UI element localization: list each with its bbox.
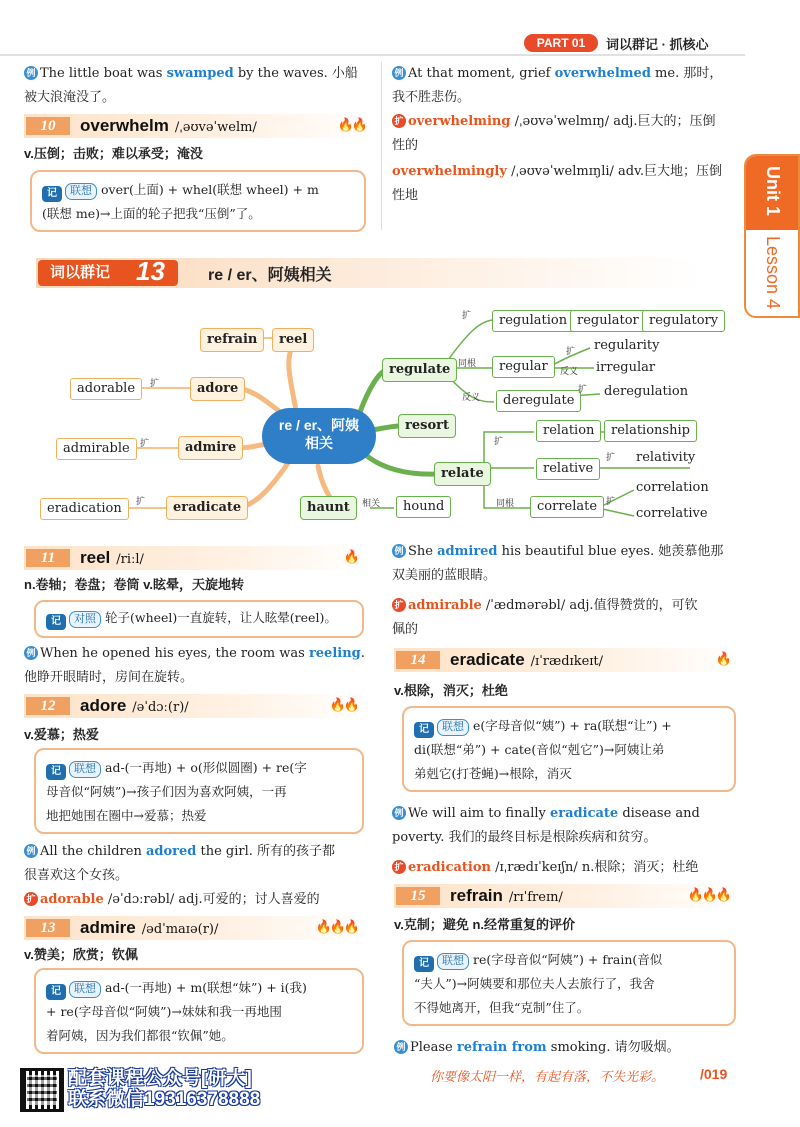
memory-tag: 联想 — [69, 981, 101, 998]
memory-logo-icon: 记 — [46, 984, 66, 1000]
watermark — [68, 1068, 260, 1110]
memory-tag: 对照 — [69, 611, 101, 628]
tag-kuo-relate: 扩 — [494, 436, 504, 446]
leaf-regularity: regularity — [594, 338, 660, 353]
example-refrain-from: 例 Please refrain from smoking. 请勿吸烟。 — [394, 1036, 740, 1060]
group-label: 词以群记 — [50, 264, 111, 281]
center-line-1: re / er、阿姨 — [278, 417, 360, 433]
headword: overwhelm — [80, 116, 169, 135]
leaf-correlation: correlation — [636, 480, 709, 495]
memory-logo-icon: 记 — [42, 186, 62, 202]
tag-kuo-admire: 扩 — [140, 438, 150, 448]
memory-tag: 联想 — [437, 953, 469, 970]
headword: eradicate — [450, 650, 525, 669]
watermark-line-1: 配套课程公众号[研大] — [68, 1068, 252, 1089]
part-badge: PART 01 — [524, 34, 598, 52]
headword: admire — [80, 918, 136, 937]
mind-map-center — [262, 408, 376, 464]
leaf-admirable: admirable — [56, 438, 137, 460]
tag-kuo-adore: 扩 — [150, 378, 160, 388]
tag-kuo-eradicate: 扩 — [136, 496, 146, 506]
leaf-regulation: regulation — [492, 310, 574, 332]
node-regulate: regulate — [382, 358, 457, 382]
example-eradicate: 例 We will aim to finally eradicate disease and poverty. 我们的最终目标是根除疾病和贫穷。 — [392, 806, 700, 845]
expand-icon: 扩 — [392, 598, 406, 612]
tag-fanyi-deregulate: 反义 — [462, 392, 481, 402]
headword: refrain — [450, 886, 503, 905]
definition-refrain: v.克制；避免 n.经常重复的评价 — [394, 917, 576, 932]
memory-logo-icon: 记 — [46, 764, 66, 780]
derivative-overwhelming: 扩 overwhelming /ˌəʊvəˈwelmɪŋ/ adj.巨大的；压倒 性的 — [392, 114, 716, 153]
memory-tag: 联想 — [437, 719, 469, 736]
leaf-deregulation: deregulation — [604, 384, 689, 399]
tag-xiangguan: 相关 — [362, 498, 381, 508]
word-number: 14 — [396, 651, 440, 669]
leaf-adorable: adorable — [70, 378, 142, 400]
qr-code-icon — [20, 1068, 64, 1112]
leaf-eradication: eradication — [40, 498, 129, 520]
memory-box-overwhelm: 记 联想 over(上面) + whel(联想 wheel) + m (联想 me)→上面的轮子把我“压倒”了。 — [30, 170, 366, 232]
phonetic: /ˌəʊvəˈwelm/ — [174, 120, 257, 135]
example-admired: 例 She admired his beautiful blue eyes. 她羡慕他那 双美丽的蓝眼睛。 — [392, 544, 724, 583]
word-bar-adore — [24, 694, 366, 718]
node-adore: adore — [190, 377, 245, 401]
node-reel: reel — [272, 328, 314, 352]
example-icon: 例 — [24, 646, 38, 660]
memory-tag: 联想 — [69, 761, 101, 778]
phonetic: /riːl/ — [116, 552, 144, 567]
leaf-regular: regular — [492, 356, 555, 378]
tag-kuo-relative: 扩 — [606, 452, 616, 462]
mind-map — [0, 290, 744, 530]
word-number: 13 — [26, 919, 70, 937]
leaf-correlative: correlative — [636, 506, 708, 521]
word-bar-refrain — [394, 884, 738, 908]
leaf-correlate: correlate — [530, 496, 604, 518]
memory-logo-icon: 记 — [46, 614, 66, 630]
example-icon: 例 — [394, 1040, 408, 1054]
derivative-eradication: 扩 eradication /ɪˌrædɪˈkeɪʃn/ n.根除；消灭；杜绝 — [392, 856, 738, 880]
phonetic: /əˈdɔː(r)/ — [132, 700, 189, 715]
group-badge — [38, 256, 178, 286]
phonetic: /rɪˈfreɪn/ — [508, 890, 563, 905]
difficulty-flames-icon: 🔥🔥🔥 — [687, 888, 730, 903]
tag-tonggen-regular: 同根 — [458, 358, 477, 368]
difficulty-flames-icon: 🔥🔥🔥 — [315, 920, 358, 935]
footer-slogan: 你要像太阳一样，有起有落，不失光彩。 — [430, 1070, 665, 1085]
page-number: /019 — [700, 1066, 728, 1082]
node-admire: admire — [178, 436, 243, 460]
memory-box-reel: 记 对照 轮子(wheel)一直旋转，让人眩晕(reel)。 — [34, 600, 364, 638]
definition-admire: v.赞美；欣赏；钦佩 — [24, 947, 138, 962]
derivative-overwhelmingly: overwhelmingly /ˌəʊvəˈwelmɪŋli/ adv.巨大地；压倒 性地 — [392, 164, 723, 203]
example-swamped: 例 The little boat was swamped by the waves. 小船 被大浪淹没了。 — [24, 66, 358, 105]
difficulty-flames-icon: 🔥 — [343, 550, 358, 565]
word-bar-admire — [24, 916, 366, 940]
difficulty-flames-icon: 🔥 — [715, 652, 730, 667]
word-bar-overwhelm — [24, 114, 374, 138]
leaf-deregulate: deregulate — [496, 390, 581, 412]
expand-icon: 扩 — [392, 114, 406, 128]
example-reeling: 例 When he opened his eyes, the room was reeling. 他睁开眼睛时，房间在旋转。 — [24, 646, 365, 685]
derivative-adorable: 扩 adorable /əˈdɔːrəbl/ adj.可爱的；讨人喜爱的 — [24, 888, 370, 912]
memory-box-adore: 记 联想 ad-(一再地) + o(形似圆圈) + re(字 母音似“阿姨”)→孩子们因为喜欢阿姨，一再 地把她围在圈中→爱慕；热爱 — [34, 748, 364, 834]
expand-icon: 扩 — [24, 892, 38, 906]
node-resort: resort — [398, 414, 456, 438]
derivative-admirable: 扩 admirable /ˈædmərəbl/ adj.值得赞赏的，可钦 佩的 — [392, 598, 698, 637]
header-title: 词以群记 · 抓核心 — [606, 37, 709, 52]
tag-kuo-correlate: 扩 — [606, 496, 616, 506]
word-number: 12 — [26, 697, 70, 715]
memory-logo-icon: 记 — [414, 956, 434, 972]
unit-side-tab — [744, 154, 800, 318]
example-icon: 例 — [392, 544, 406, 558]
word-bar-eradicate — [394, 648, 738, 672]
memory-box-eradicate: 记 联想 e(字母音似“姨”) + ra(联想“让”) + di(联想“弟”) + cate(音似“剋它”)→阿姨让弟 弟剋它(打苍蝇)→根除，消灭 — [402, 706, 736, 792]
memory-box-refrain: 记 联想 re(字母音似“阿姨”) + frain(音似 “夫人”)→阿姨要和那位夫人去旅行了，我舍 不得她离开，但我“克制”住了。 — [402, 940, 736, 1026]
example-icon: 例 — [24, 66, 38, 80]
definition-overwhelm: v.压倒；击败；难以承受；淹没 — [24, 146, 203, 161]
example-icon: 例 — [392, 66, 406, 80]
center-line-2: 相关 — [305, 435, 333, 451]
phonetic: /ɪˈrædɪkeɪt/ — [530, 654, 604, 669]
leaf-irregular: irregular — [596, 360, 656, 375]
leaf-relative: relative — [536, 458, 600, 480]
group-number: 13 — [136, 256, 165, 286]
memory-box-admire: 记 联想 ad-(一再地) + m(联想“妹”) + i(我) + re(字母音似“阿姨”)→妹妹和我一再地围 着阿姨，因为我们都很“钦佩”她。 — [34, 968, 364, 1054]
tag-fanyi-irregular: 反义 — [560, 366, 579, 376]
node-refrain: refrain — [200, 328, 264, 352]
word-number: 11 — [26, 549, 70, 567]
unit-label-bg — [746, 156, 800, 230]
leaf-hound: hound — [396, 496, 451, 518]
difficulty-flames-icon: 🔥🔥 — [337, 118, 366, 133]
headword: reel — [80, 548, 111, 567]
memory-logo-icon: 记 — [414, 722, 434, 738]
lesson-label: Lesson 4 — [763, 236, 783, 310]
definition-reel: n.卷轴；卷盘；卷筒 v.眩晕，天旋地转 — [24, 577, 245, 592]
group-subtitle: re / er、阿姨相关 — [208, 267, 332, 284]
tag-tonggen-correlate: 同根 — [496, 498, 515, 508]
node-eradicate: eradicate — [166, 496, 248, 520]
header-divider — [0, 54, 745, 56]
watermark-line-2: 联系微信19316378888 — [68, 1089, 261, 1110]
node-relate: relate — [434, 462, 491, 486]
memory-tag: 联想 — [65, 183, 97, 200]
leaf-relativity: relativity — [636, 450, 696, 465]
leaf-relationship: relationship — [604, 420, 697, 442]
definition-adore: v.爱慕；热爱 — [24, 727, 99, 742]
example-overwhelmed: 例 At that moment, grief overwhelmed me. 那时， 我不胜悲伤。 — [392, 66, 723, 105]
tag-kuo-regular: 扩 — [566, 346, 576, 356]
word-bar-reel — [24, 546, 366, 570]
expand-icon: 扩 — [392, 860, 406, 874]
example-icon: 例 — [392, 806, 406, 820]
tag-kuo-regulate: 扩 — [462, 310, 472, 320]
headword: adore — [80, 696, 127, 715]
difficulty-flames-icon: 🔥🔥 — [329, 698, 358, 713]
definition-eradicate: v.根除，消灭；杜绝 — [394, 683, 508, 698]
column-divider — [381, 62, 382, 230]
tag-kuo-deregulate: 扩 — [578, 384, 588, 394]
leaf-regulatory: regulatory — [642, 310, 725, 332]
unit-label: Unit 1 — [763, 166, 783, 217]
example-adored: 例 All the children adored the girl. 所有的孩子都 很喜欢这个女孩。 — [24, 844, 336, 883]
leaf-regulator: regulator — [570, 310, 646, 332]
example-icon: 例 — [24, 844, 38, 858]
word-number: 10 — [26, 117, 70, 135]
leaf-relation: relation — [536, 420, 601, 442]
phonetic: /ədˈmaɪə(r)/ — [141, 922, 219, 937]
word-number: 15 — [396, 887, 440, 905]
node-haunt: haunt — [300, 496, 357, 520]
